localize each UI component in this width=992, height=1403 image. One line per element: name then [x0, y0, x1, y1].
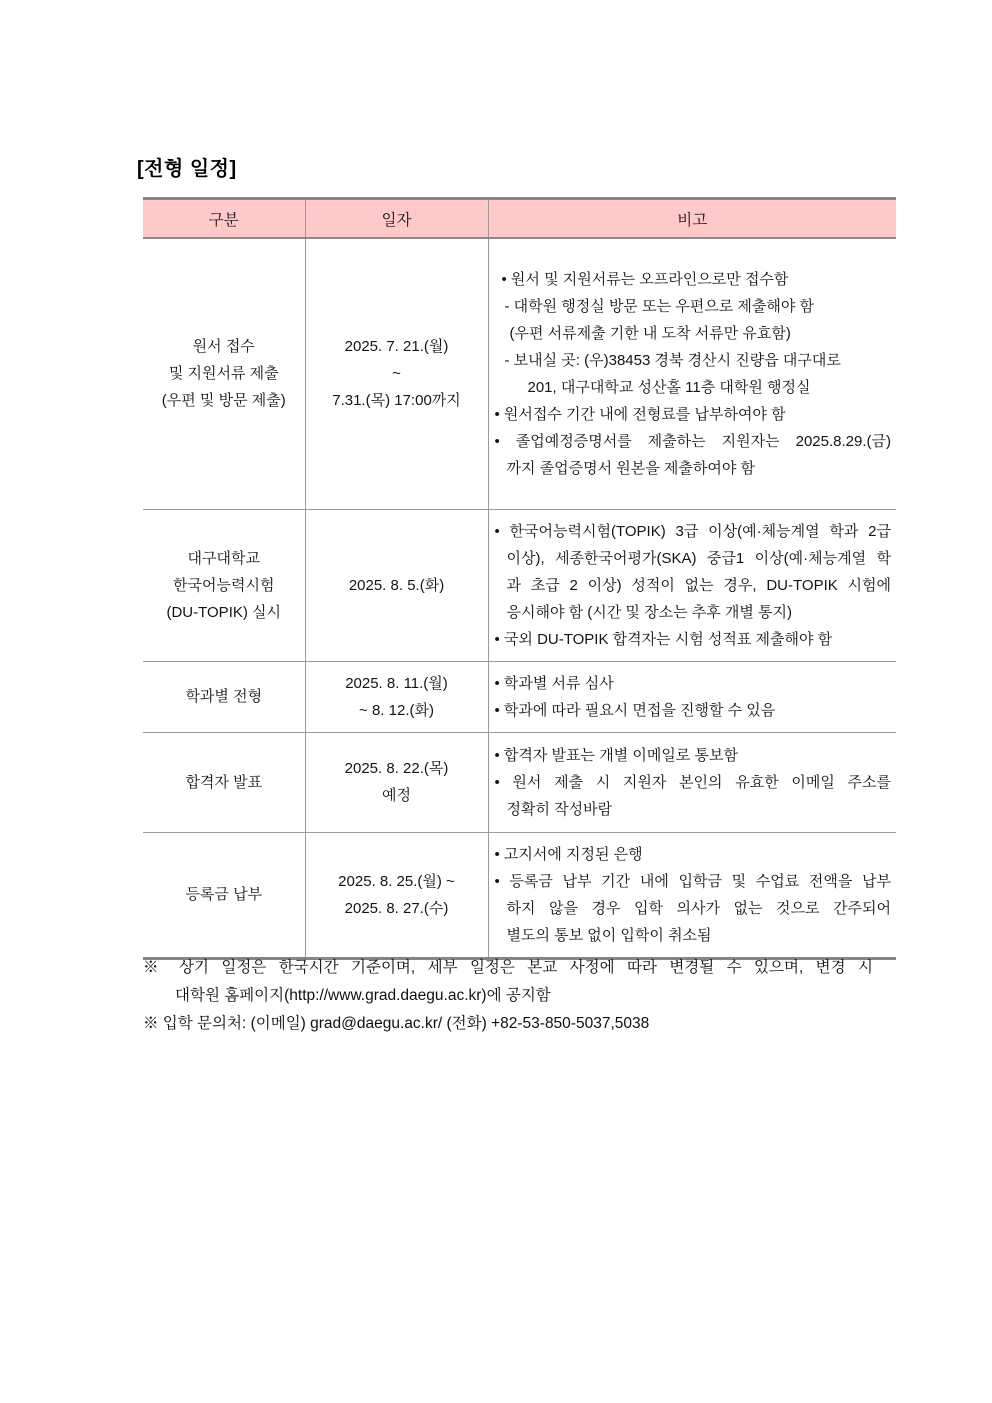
note-line: 응시해야 함 (시간 및 장소는 추후 개별 통지)	[506, 603, 792, 621]
category-cell	[143, 732, 305, 832]
table-row	[143, 661, 896, 732]
note-line: • 한국어능력시험(TOPIK) 3급 이상(예·체능계열 학과 2급	[494, 522, 891, 540]
footnote-line: ※ 상기 일정은 한국시간 기준이며, 세부 일정은 본교 사정에 따라 변경될 수 있으며, 변경 시	[143, 959, 873, 976]
category-line: 학과별 전형	[185, 688, 263, 705]
date-cell	[305, 732, 488, 832]
table-header-row	[143, 199, 896, 239]
note-line: - 대학원 행정실 방문 또는 우편으로 제출해야 함	[504, 297, 814, 315]
note-line: 정확히 작성바람	[506, 800, 613, 818]
notes-cell	[488, 832, 896, 958]
note-line: 하지 않을 경우 입학 의사가 없는 것으로 간주되어	[506, 899, 891, 917]
category-cell	[143, 509, 305, 661]
note-line: • 고지서에 지정된 은행	[494, 845, 643, 863]
note-line: • 학과에 따라 필요시 면접을 진행할 수 있음	[494, 701, 776, 719]
date-line: 2025. 8. 25.(월) ~	[338, 872, 455, 890]
category-line: 대구대학교	[187, 549, 260, 567]
table-row	[143, 238, 896, 509]
header-date: 일자	[305, 199, 488, 239]
notes-cell	[488, 509, 896, 661]
page-title: [전형 일정]	[137, 158, 237, 180]
category-cell	[143, 832, 305, 958]
category-line: (DU-TOPIK) 실시	[166, 603, 282, 621]
category-line: 합격자 발표	[185, 773, 263, 791]
category-cell	[143, 238, 305, 509]
table-row	[143, 732, 896, 832]
category-line: 및 지원서류 제출	[168, 365, 279, 383]
note-line: • 졸업예정증명서를 제출하는 지원자는 2025.8.29.(금)	[494, 432, 891, 450]
header-notes: 비고	[488, 199, 896, 239]
table-row	[143, 509, 896, 661]
notes-cell	[488, 732, 896, 832]
footnotes	[143, 954, 873, 1038]
header-category: 구분	[143, 199, 305, 239]
category-line: 원서 접수	[192, 338, 255, 356]
date-line: 2025. 8. 5.(화)	[348, 576, 445, 594]
category-cell	[143, 661, 305, 732]
notes-cell	[488, 661, 896, 732]
note-line: 별도의 통보 없이 입학이 취소됨	[506, 926, 712, 944]
date-cell	[305, 832, 488, 958]
date-line: ~ 8. 12.(화)	[359, 701, 434, 719]
date-cell	[305, 509, 488, 661]
note-line: • 합격자 발표는 개별 이메일로 통보함	[494, 746, 738, 764]
notes-cell	[488, 238, 896, 509]
note-line: • 원서 및 지원서류는 오프라인으로만 접수함	[501, 270, 789, 288]
note-line: • 원서 제출 시 지원자 본인의 유효한 이메일 주소를	[494, 773, 891, 791]
table-row	[143, 832, 896, 958]
category-line: 한국어능력시험	[173, 576, 275, 594]
note-line: 201, 대구대학교 성산홀 11층 대학원 행정실	[527, 378, 811, 396]
date-line: 2025. 8. 11.(월)	[345, 674, 448, 692]
note-line: • 원서접수 기간 내에 전형료를 납부하여야 함	[494, 405, 786, 423]
footnote-line: 대학원 홈페이지(http://www.grad.daegu.ac.kr)에 공지함	[175, 987, 551, 1004]
date-line: ~	[392, 365, 401, 383]
note-line: • 학과별 서류 심사	[494, 674, 614, 692]
date-line: 2025. 8. 27.(수)	[344, 899, 449, 917]
category-line: (우편 및 방문 제출)	[161, 392, 286, 410]
note-line: 과 초급 2 이상) 성적이 없는 경우, DU-TOPIK 시험에	[506, 576, 891, 594]
date-cell	[305, 661, 488, 732]
date-line: 2025. 8. 22.(목)	[344, 760, 449, 777]
note-line: (우편 서류제출 기한 내 도착 서류만 유효함)	[509, 324, 791, 342]
date-line: 2025. 7. 21.(월)	[344, 338, 449, 356]
schedule-table	[143, 197, 896, 960]
note-line: 까지 졸업증명서 원본을 제출하여야 함	[506, 459, 756, 477]
note-line: - 보내실 곳: (우)38453 경북 경산시 진량읍 대구대로	[504, 351, 841, 369]
note-line: • 등록금 납부 기간 내에 입학금 및 수업료 전액을 납부	[494, 872, 891, 890]
date-line: 7.31.(목) 17:00까지	[332, 392, 461, 410]
note-line: 이상), 세종한국어평가(SKA) 중급1 이상(예·체능계열 학	[506, 549, 891, 567]
footnote-line: ※ 입학 문의처: (이메일) grad@daegu.ac.kr/ (전화) +82-53-850-5037,5038	[143, 1015, 650, 1032]
date-cell	[305, 238, 488, 509]
category-line: 등록금 납부	[185, 886, 263, 903]
note-line: • 국외 DU-TOPIK 합격자는 시험 성적표 제출해야 함	[494, 630, 833, 648]
date-line: 예정	[382, 787, 411, 804]
